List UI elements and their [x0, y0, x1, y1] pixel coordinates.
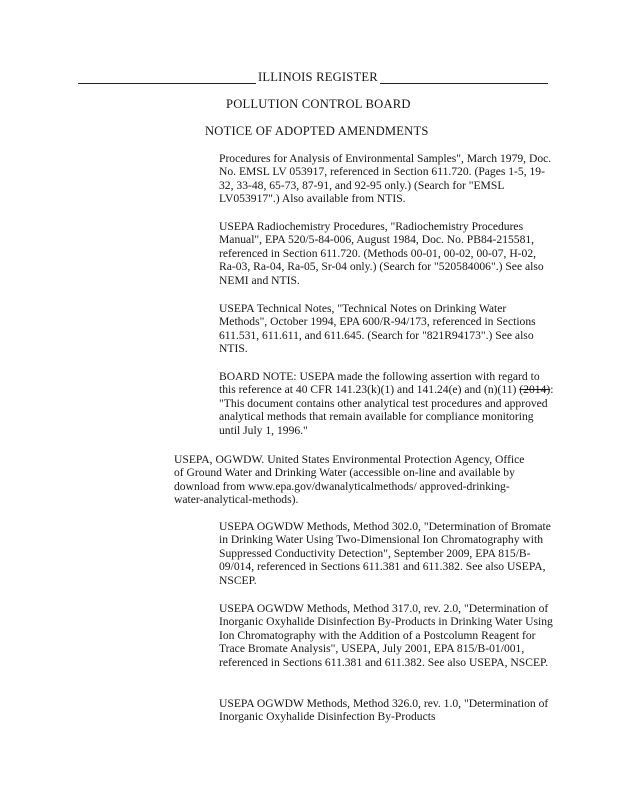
reference-paragraph: Procedures for Analysis of Environmental Samples", March 1979, Doc. No. EMSL LV 053917, referenced in Section 611.720. (Pages 1-5, 19-32, 33-48, 65-73, 87-91, and 92-95 only.) (Search for "EMSL LV053917".) Also available from NTIS.	[219, 152, 552, 206]
reference-paragraph: USEPA Technical Notes, "Technical Notes on Drinking Water Methods", October 1994, EPA 600/R-94/173, referenced in Sections 611.531, 611.611, and 611.645. (Search for "821R94173".) See also NTIS.	[219, 302, 536, 356]
board-note-text-cont: : "This document contains other analytical test procedures and approved analytical methods that remain available for compliance monitoring until July 1, 1996."	[219, 383, 554, 437]
register-title: ILLINOIS REGISTER	[258, 70, 378, 84]
board-title: POLLUTION CONTROL BOARD	[226, 97, 411, 111]
reference-paragraph: USEPA, OGWDW. United States Environmental Protection Agency, Office of Ground Water and Drinking Water (accessible on-line and available by download from www.epa.gov/dwanalyticalmethods/ approved-drinking-water-analytical-methods).	[174, 453, 525, 507]
reference-paragraph: USEPA OGWDW Methods, Method 326.0, rev. 1.0, "Determination of Inorganic Oxyhalide Disinfection By-Products	[219, 697, 549, 724]
notice-title: NOTICE OF ADOPTED AMENDMENTS	[205, 124, 429, 138]
reference-paragraph: USEPA OGWDW Methods, Method 302.0, "Determination of Bromate in Drinking Water Using Two-Dimensional Ion Chromatography with Suppressed Conductivity Detection", September 2009, EPA 815/B-09/014, referenced in Sections 611.381 and 611.382. See also USEPA, NSCEP.	[219, 520, 551, 587]
board-note-paragraph	[219, 370, 555, 437]
reference-paragraph: USEPA Radiochemistry Procedures, "Radiochemistry Procedures Manual", EPA 520/5-84-006, August 1984, Doc. No. PB84-215581, referenced in Section 611.720. (Methods 00-01, 00-02, 00-07, H-02, Ra-03, Ra-04, Ra-05, Sr-04 only.) (Search for "520584006".) See also NEMI and NTIS.	[219, 220, 544, 287]
struck-text: (2014)	[519, 383, 551, 397]
board-note-text: BOARD NOTE: USEPA made the following assertion with regard to this reference at 40 CFR 141.23(k)(1) and 141.24(e) and (n)(11)	[219, 370, 540, 397]
reference-paragraph: USEPA OGWDW Methods, Method 317.0, rev. 2.0, "Determination of Inorganic Oxyhalide Disinfection By-Products in Drinking Water Using Ion Chromatography with the Addition of a Postcolumn Reagent for Trace Bromate Analysis", USEPA, July 2001, EPA 815/B-01/001, referenced in Sections 611.381 and 611.382. See also USEPA, NSCEP.	[219, 602, 553, 669]
